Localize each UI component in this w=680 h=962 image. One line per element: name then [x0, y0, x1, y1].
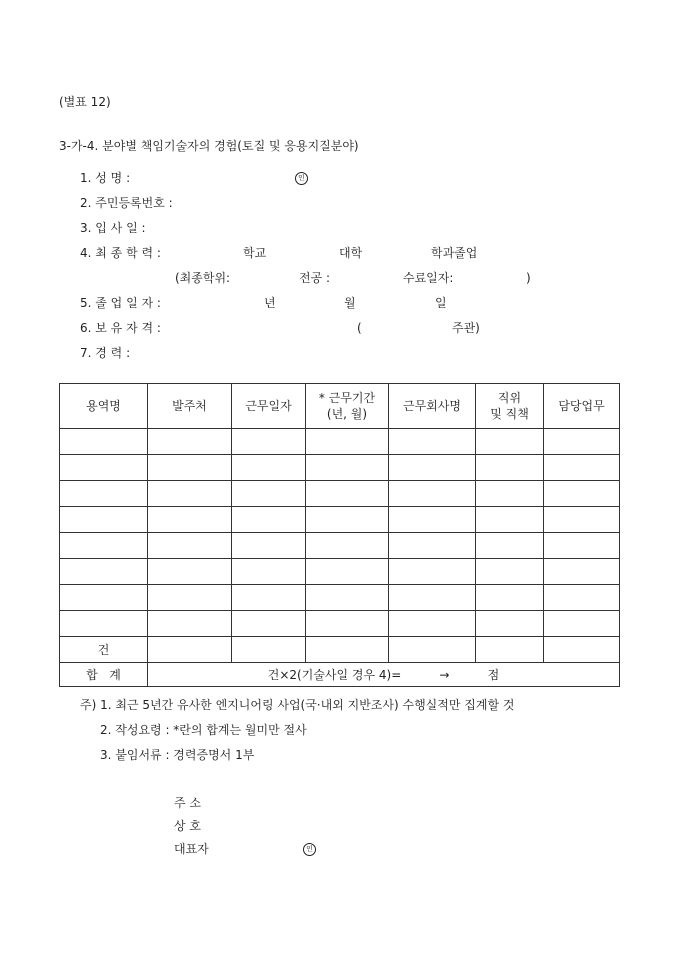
name-label: 1. 성 명 : — [80, 171, 131, 185]
license-label: 6. 보 유 자 격 : — [80, 321, 161, 335]
col-header-project: 용역명 — [60, 384, 148, 429]
page-title: 3-가-4. 분야별 책임기술자의 경험(토질 및 응용지질분야) — [59, 139, 359, 153]
major-label: 전공 : — [299, 271, 331, 285]
footer-address-label: 주 소 — [174, 796, 201, 810]
rrn-label: 2. 주민등록번호 : — [80, 196, 173, 210]
count-label: 건 — [60, 637, 148, 663]
degree-label: (최종학위: — [175, 271, 231, 285]
table-row — [60, 507, 620, 533]
education-dept: 학과졸업 — [431, 246, 478, 260]
education-univ: 대학 — [339, 246, 363, 260]
completion-label: 수료일자: — [403, 271, 454, 285]
close-paren: ) — [526, 271, 531, 285]
col-header-work-period: * 근무기간 (년, 월) — [306, 384, 389, 429]
table-row — [60, 429, 620, 455]
education-label: 4. 최 종 학 력 : — [80, 246, 161, 260]
col-header-position: 직위 및 직책 — [476, 384, 544, 429]
table-row — [60, 559, 620, 585]
table-row — [60, 455, 620, 481]
join-date-label: 3. 입 사 일 : — [80, 221, 146, 235]
graduation-year: 년 — [264, 296, 276, 310]
table-row — [60, 533, 620, 559]
license-open-paren: ( — [357, 321, 362, 335]
license-host: 주관) — [452, 321, 480, 335]
col-header-duty: 담당업무 — [544, 384, 620, 429]
note-3: 3. 붙임서류 : 경력증명서 1부 — [100, 748, 255, 762]
total-formula: 건×2(기술사일 경우 4)= → 점 — [148, 663, 620, 687]
graduation-day: 일 — [435, 296, 447, 310]
footer-ceo-label: 대표자 — [174, 842, 209, 856]
graduation-label: 5. 졸 업 일 자 : — [80, 296, 161, 310]
graduation-month: 월 — [344, 296, 356, 310]
career-table — [59, 383, 620, 687]
footer-company-label: 상 호 — [174, 819, 201, 833]
table-row — [60, 611, 620, 637]
table-row — [60, 585, 620, 611]
col-header-work-date: 근무일자 — [232, 384, 306, 429]
note-1: 주) 1. 최근 5년간 유사한 엔지니어링 사업(국·내외 지반조사) 수행실적만 집계할 것 — [80, 698, 515, 712]
footer-seal-mark: 인 — [303, 843, 316, 856]
career-label: 7. 경 력 : — [80, 346, 131, 360]
col-header-client: 발주처 — [148, 384, 232, 429]
seal-mark: 인 — [295, 172, 308, 185]
annex-label: (별표 12) — [59, 95, 111, 109]
table-header-row — [60, 384, 620, 429]
col-header-company: 근무회사명 — [389, 384, 476, 429]
note-2: 2. 작성요령 : *란의 합계는 월미만 절사 — [100, 723, 307, 737]
table-row — [60, 481, 620, 507]
count-row — [60, 637, 620, 663]
total-row — [60, 663, 620, 687]
education-school: 학교 — [243, 246, 267, 260]
total-label: 합 계 — [60, 663, 148, 687]
